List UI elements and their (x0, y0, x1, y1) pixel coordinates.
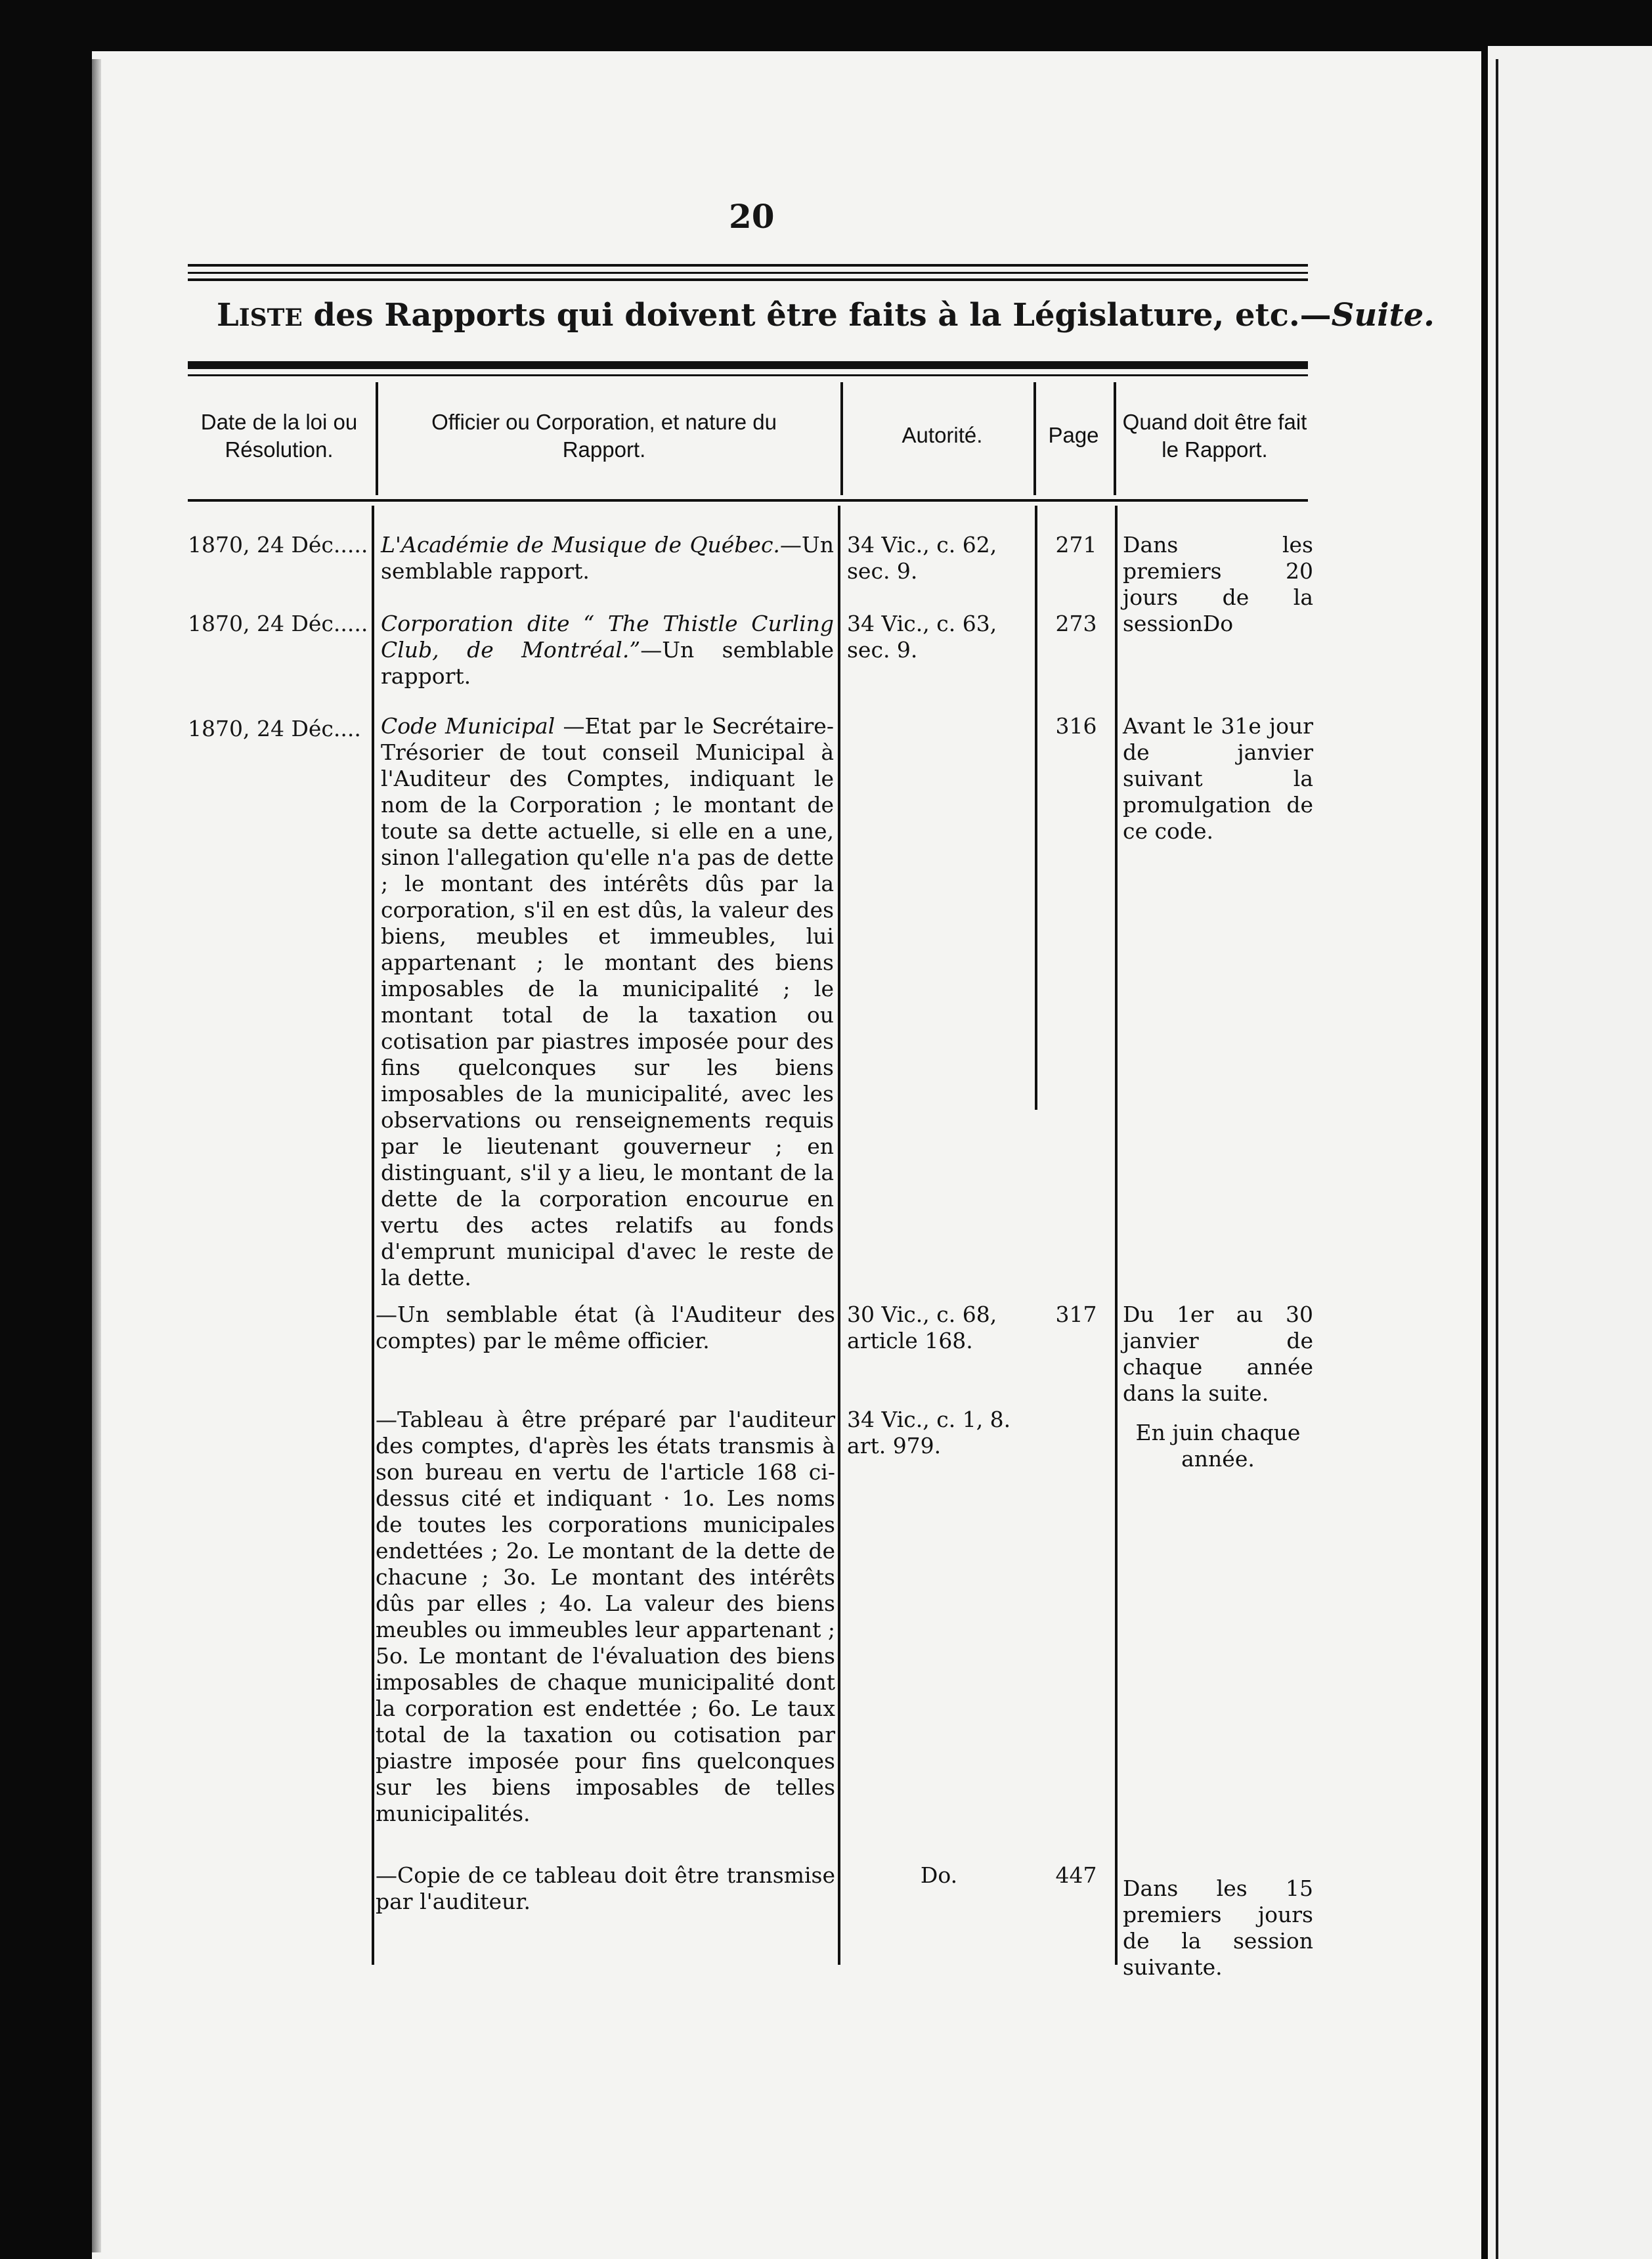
row-authority: Do. (920, 1862, 958, 1888)
row-officer: —Copie de ce tableau doit être transmise par l'auditeur. (376, 1862, 835, 1914)
page-number: 20 (729, 197, 775, 236)
row-officer: Code Municipal —Etat par le Secrétaire-Trésorier de tout conseil Municipal à l'Auditeur des Comptes, indiquant le nom de la Corporation ; le montant de toute sa dette actuelle, si elle en a une, sinon l'allegation qu'elle n'a pas de dette ; le montant des intérêts dûs par la corporation, s'il en est dûs, la valeur des biens, meubles et immeubles, lui appartenant ; le montant des biens imposables de la municipalité ; le montant total de la taxation ou cotisation par piastres imposée pour des fins quelconques sur les biens imposables de la municipalité, avec les observations ou renseignements requis par le lieutenant gouverneur ; en distinguant, s'il y a lieu, le montant de la dette de la corporation encourue en vertu des actes relatifs au fonds d'emprunt municipal d'avec le reste de la dette. (381, 713, 834, 1290)
row-page: 316 (1055, 713, 1097, 739)
row-when: Dans les 15 premiers jours de la session suivante. (1123, 1875, 1313, 1980)
header-officer: Officier ou Corporation, et nature du Rapport. (431, 410, 777, 462)
facing-page (1488, 46, 1652, 2259)
header-rule (188, 499, 1308, 502)
row-officer: Corporation dite “ The Thistle Curling Club, de Montréal.”—Un semblable rapport. (381, 611, 834, 689)
facing-page-edge (1496, 59, 1498, 2259)
title-rule-thin (188, 374, 1308, 376)
col-divider (372, 506, 374, 1965)
row-when: Do (1202, 611, 1234, 636)
header-page: Page (1048, 423, 1099, 447)
top-rule (188, 264, 1308, 267)
col-divider (840, 382, 843, 495)
row-when: Dans les premiers 20 jours de la session. (1123, 532, 1313, 636)
row-date: 1870, 24 Déc..... (188, 611, 368, 636)
row-authority: 34 Vic., c. 63, sec. 9. (847, 611, 997, 663)
col-divider (1033, 382, 1036, 495)
page-gutter (1481, 51, 1488, 2259)
row-authority: 34 Vic., c. 62, sec. 9. (847, 532, 997, 584)
header-authority: Autorité. (902, 423, 983, 447)
row-date: 1870, 24 Déc.... (188, 716, 361, 741)
col-divider (838, 506, 840, 1965)
top-rule-thin (188, 272, 1308, 274)
row-authority: 30 Vic., c. 68, article 168. (847, 1302, 997, 1353)
row-page: 273 (1055, 611, 1097, 636)
page-left-shadow (92, 59, 101, 2252)
row-officer: L'Académie de Musique de Québec.—Un semblable rapport. (381, 532, 834, 584)
row-date: 1870, 24 Déc..... (188, 532, 368, 558)
row-when: Du 1er au 30 janvier de chaque année dans la suite. (1123, 1302, 1313, 1406)
col-divider (1035, 506, 1037, 1110)
page-title: LISTE des Rapports qui doivent être faits à la Législature, etc.—Suite. (217, 297, 1435, 334)
row-officer: —Un semblable état (à l'Auditeur des comptes) par le même officier. (376, 1302, 835, 1353)
row-authority: 34 Vic., c. 1, 8. art. 979. (847, 1407, 1011, 1458)
row-when: Avant le 31e jour de janvier suivant la promulgation de ce code. (1123, 713, 1313, 844)
title-rule-thick (188, 361, 1308, 369)
top-rule-2 (188, 278, 1308, 281)
col-divider (1115, 506, 1118, 1965)
row-page: 271 (1055, 532, 1097, 558)
header-date: Date de la loi ou Résolution. (200, 410, 358, 462)
row-page: 447 (1055, 1862, 1097, 1888)
row-when: En juin chaque année. (1135, 1420, 1301, 1472)
col-divider (1114, 382, 1116, 495)
header-when: Quand doit être fait le Rapport. (1122, 410, 1307, 462)
row-officer: —Tableau à être préparé par l'auditeur des comptes, d'après les états transmis à son bureau en vertu de l'article 168 ci-dessus cité et indiquant · 1o. Les noms de toutes les corporations municipales endettées ; 2o. Le montant de la dette de chacune ; 3o. Le montant des intérêts dûs par elles ; 4o. La valeur des biens meubles ou immeubles leur appartenant ; 5o. Le montant de l'évaluation des biens imposables de chaque municipalité dont la corporation est endettée ; 6o. Le taux total de la taxation ou cotisation par piastre imposée pour fins quelconques sur les biens imposables de telles municipalités. (376, 1407, 835, 1826)
col-divider (376, 382, 378, 495)
row-page: 317 (1055, 1302, 1097, 1327)
